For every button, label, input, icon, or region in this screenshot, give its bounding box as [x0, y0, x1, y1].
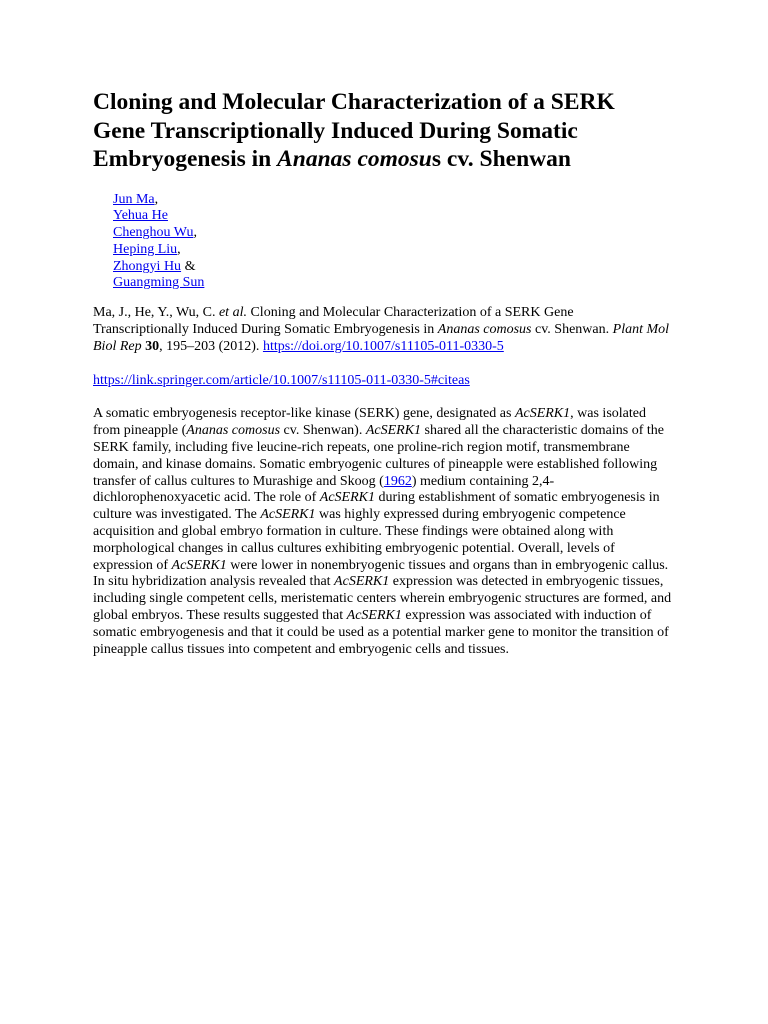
author-item	[113, 192, 672, 209]
author-link[interactable]: Yehua He	[113, 208, 168, 224]
gene-name: AcSERK1	[319, 490, 375, 506]
citation-pages-year: , 195–203 (2012).	[159, 338, 263, 354]
author-item	[113, 275, 672, 292]
cite-link-paragraph	[93, 373, 672, 390]
citation-title-end: cv. Shenwan.	[531, 322, 613, 338]
reference-link[interactable]: 1962	[383, 473, 412, 489]
abstract-text: shared all the characteristic domains of the SERK family, including five leucine-rich repeats, one proline-rich region motif, transmembrane domain, and kinase domains. Somatic embryogenic cultures of pineapple were established following transfer of callus cultures to Murashige and Skoog (	[93, 423, 665, 489]
gene-name: AcSERK1	[365, 423, 422, 439]
author-list	[113, 192, 672, 293]
title-species: Ananas comosu	[277, 146, 432, 172]
title-text: Cloning and Molecular Characterization of a SERK Gene Transcriptionally Induced During Somatic Embryogenesis in	[93, 89, 615, 172]
author-item	[113, 259, 672, 276]
author-separator: ,	[154, 191, 159, 207]
species-name: Ananas comosus	[186, 423, 281, 439]
author-separator: ,	[193, 225, 197, 241]
abstract-text: cv. Shenwan).	[280, 423, 366, 439]
article-title	[93, 88, 672, 174]
author-link[interactable]: Heping Liu	[113, 241, 178, 257]
gene-name: AcSERK1	[514, 406, 571, 422]
abstract-text: was highly expressed during embryogenic competence acquisition and global embryo formation in culture. These findings were obtained along with morphological changes in callus cultures exhibiting embryogenic potential. Overall, levels of expression of	[93, 507, 626, 573]
abstract-text: expression was associated with induction of somatic embryogenesis and that it could be used as a potential marker gene to monitor the transition of pineapple callus tissues into competent and embryogenic cells and tissues.	[93, 608, 669, 657]
author-link[interactable]: Jun Ma	[113, 191, 155, 207]
abstract-text: expression was detected in embryogenic tissues, including single competent cells, meristematic centers wherein embryogenic structures are formed, and global embryos. These results suggested that	[93, 574, 672, 624]
citation-title: Cloning and Molecular Characterization of a SERK Gene Transcriptionally Induced During Somatic Embryogenesis in	[93, 305, 574, 338]
doi-link[interactable]: https://doi.org/10.1007/s11105-011-0330-5	[262, 338, 504, 354]
abstract-text: A somatic embryogenesis receptor-like kinase (SERK) gene, designated as	[93, 406, 515, 422]
title-text-end: s cv. Shenwan	[431, 146, 571, 172]
author-link[interactable]: Chenghou Wu	[113, 225, 194, 241]
citation-etal: et al.	[218, 305, 247, 321]
springer-citeas-link[interactable]: https://link.springer.com/article/10.1007/s11105-011-0330-5#citeas	[93, 372, 470, 388]
citation-volume: 30	[145, 338, 160, 354]
citation-authors: Ma, J., He, Y., Wu, C.	[93, 305, 219, 321]
citation-species: Ananas comosus	[437, 322, 532, 338]
abstract-text: , was isolated from pineapple (	[93, 406, 646, 439]
abstract-text: during establishment of somatic embryogenesis in culture was investigated. The	[93, 490, 660, 523]
author-separator: &	[181, 258, 196, 274]
abstract-text: ) medium containing 2,4-dichlorophenoxyacetic acid. The role of	[93, 473, 555, 506]
gene-name: AcSERK1	[260, 507, 316, 523]
gene-name: AcSERK1	[334, 574, 390, 590]
author-link[interactable]: Guangming Sun	[113, 275, 205, 291]
author-item	[113, 208, 672, 225]
abstract-text: were lower in nonembryogenic tissues and organs than in embryogenic callus. In situ hybridization analysis revealed that	[93, 557, 669, 590]
citation	[93, 305, 672, 355]
author-link[interactable]: Zhongyi Hu	[113, 258, 182, 274]
abstract	[93, 406, 672, 658]
author-separator: ,	[177, 241, 181, 257]
author-item	[113, 225, 672, 242]
author-item	[113, 242, 672, 259]
gene-name: AcSERK1	[346, 608, 402, 624]
gene-name: AcSERK1	[171, 557, 227, 573]
citation-journal: Plant Mol Biol Rep	[93, 322, 670, 354]
